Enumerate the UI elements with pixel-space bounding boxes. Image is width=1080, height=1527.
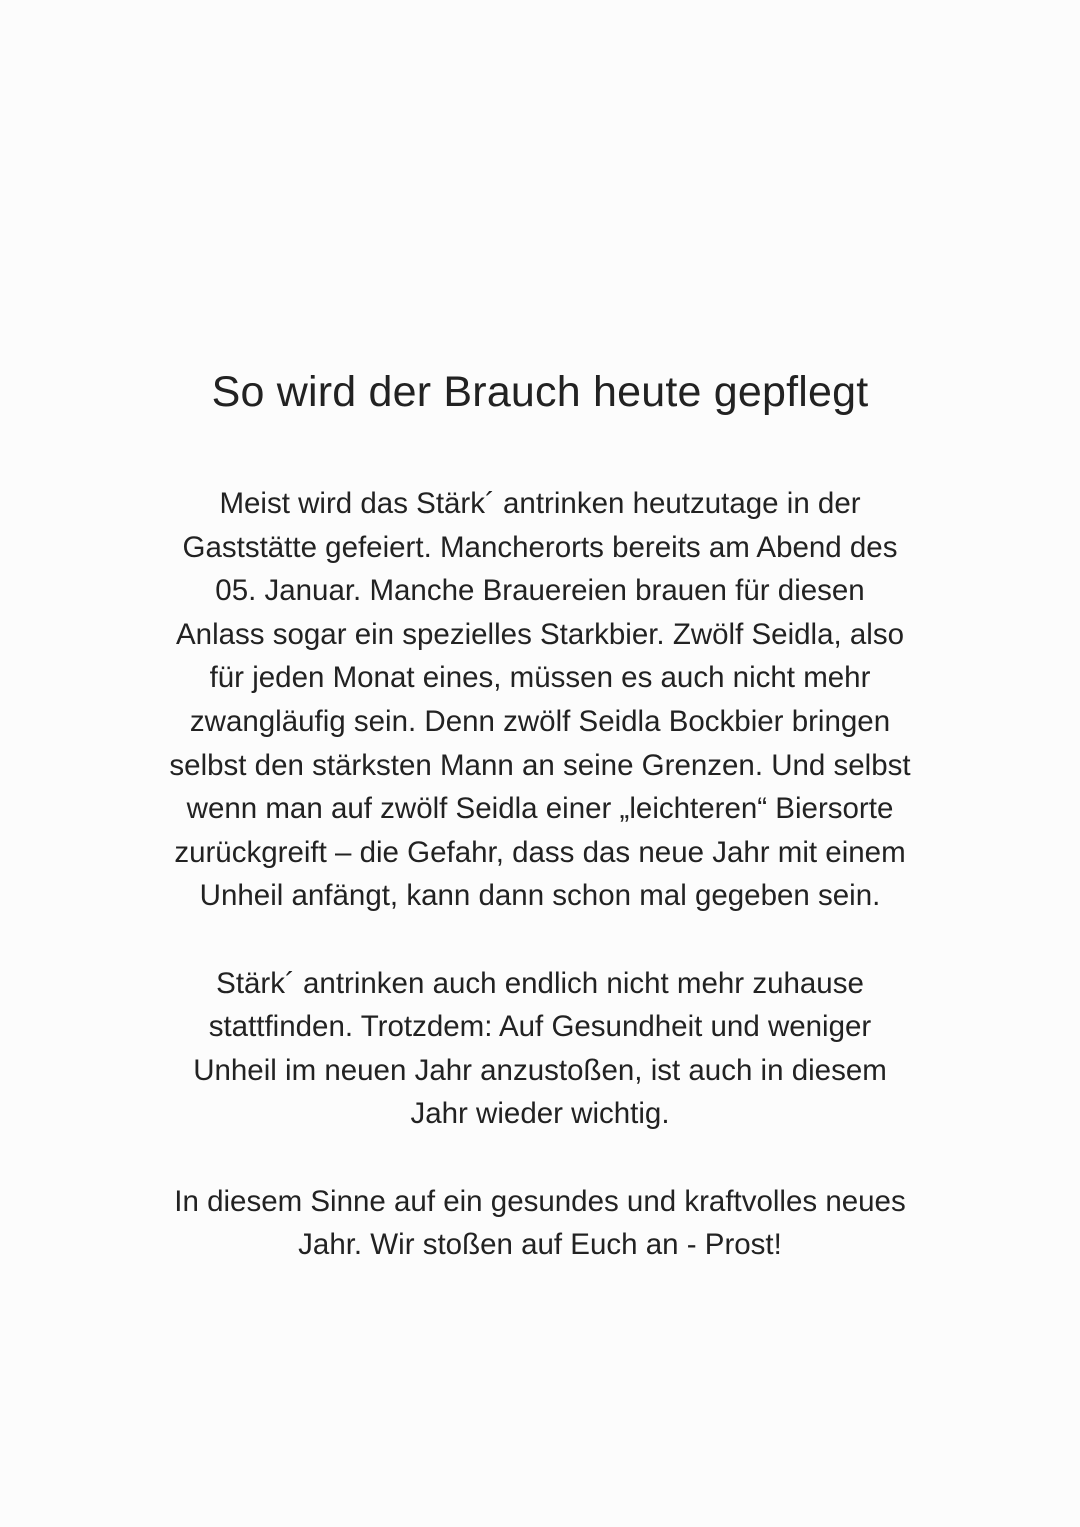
text-line: für jeden Monat eines, müssen es auch nicht mehr — [209, 661, 871, 695]
text-line: Jahr wieder wichtig. — [410, 1097, 670, 1131]
text-line: zurückgreift – die Gefahr, dass das neue Jahr mit einem — [174, 835, 906, 869]
article-body — [120, 482, 960, 1310]
text-line: Meist wird das Stärk´ antrinken heutzutage in der — [219, 487, 861, 520]
text-line: Anlass sogar ein spezielles Starkbier. Zwölf Seidla, also — [175, 617, 905, 651]
text-line: In diesem Sinne auf ein gesundes und kraftvolles neues — [174, 1184, 906, 1218]
text-line: stattfinden. Trotzdem: Auf Gesundheit und weniger — [208, 1010, 872, 1044]
text-line: zwangläufig sein. Denn zwölf Seidla Bockbier bringen — [189, 704, 891, 738]
text-line: Jahr. Wir stoßen auf Euch an - Prost! — [298, 1228, 782, 1262]
text-line: 05. Januar. Manche Brauereien brauen für diesen — [215, 574, 865, 608]
text-line: selbst den stärksten Mann an seine Grenzen. Und selbst — [169, 748, 911, 782]
text-line: Unheil im neuen Jahr anzustoßen, ist auch in diesem — [193, 1053, 887, 1087]
page-title: So wird der Brauch heute gepflegt — [211, 368, 869, 416]
text-line: Gaststätte gefeiert. Mancherorts bereits am Abend des — [182, 530, 898, 564]
paragraph-1 — [120, 482, 960, 918]
text-line: wenn man auf zwölf Seidla einer „leichteren“ Biersorte — [186, 792, 894, 826]
paragraph-3 — [120, 1180, 960, 1267]
paragraph-2 — [120, 962, 960, 1136]
text-line: Unheil anfängt, kann dann schon mal gegeben sein. — [199, 879, 881, 913]
text-line: Stärk´ antrinken auch endlich nicht mehr zuhause — [216, 966, 864, 1000]
